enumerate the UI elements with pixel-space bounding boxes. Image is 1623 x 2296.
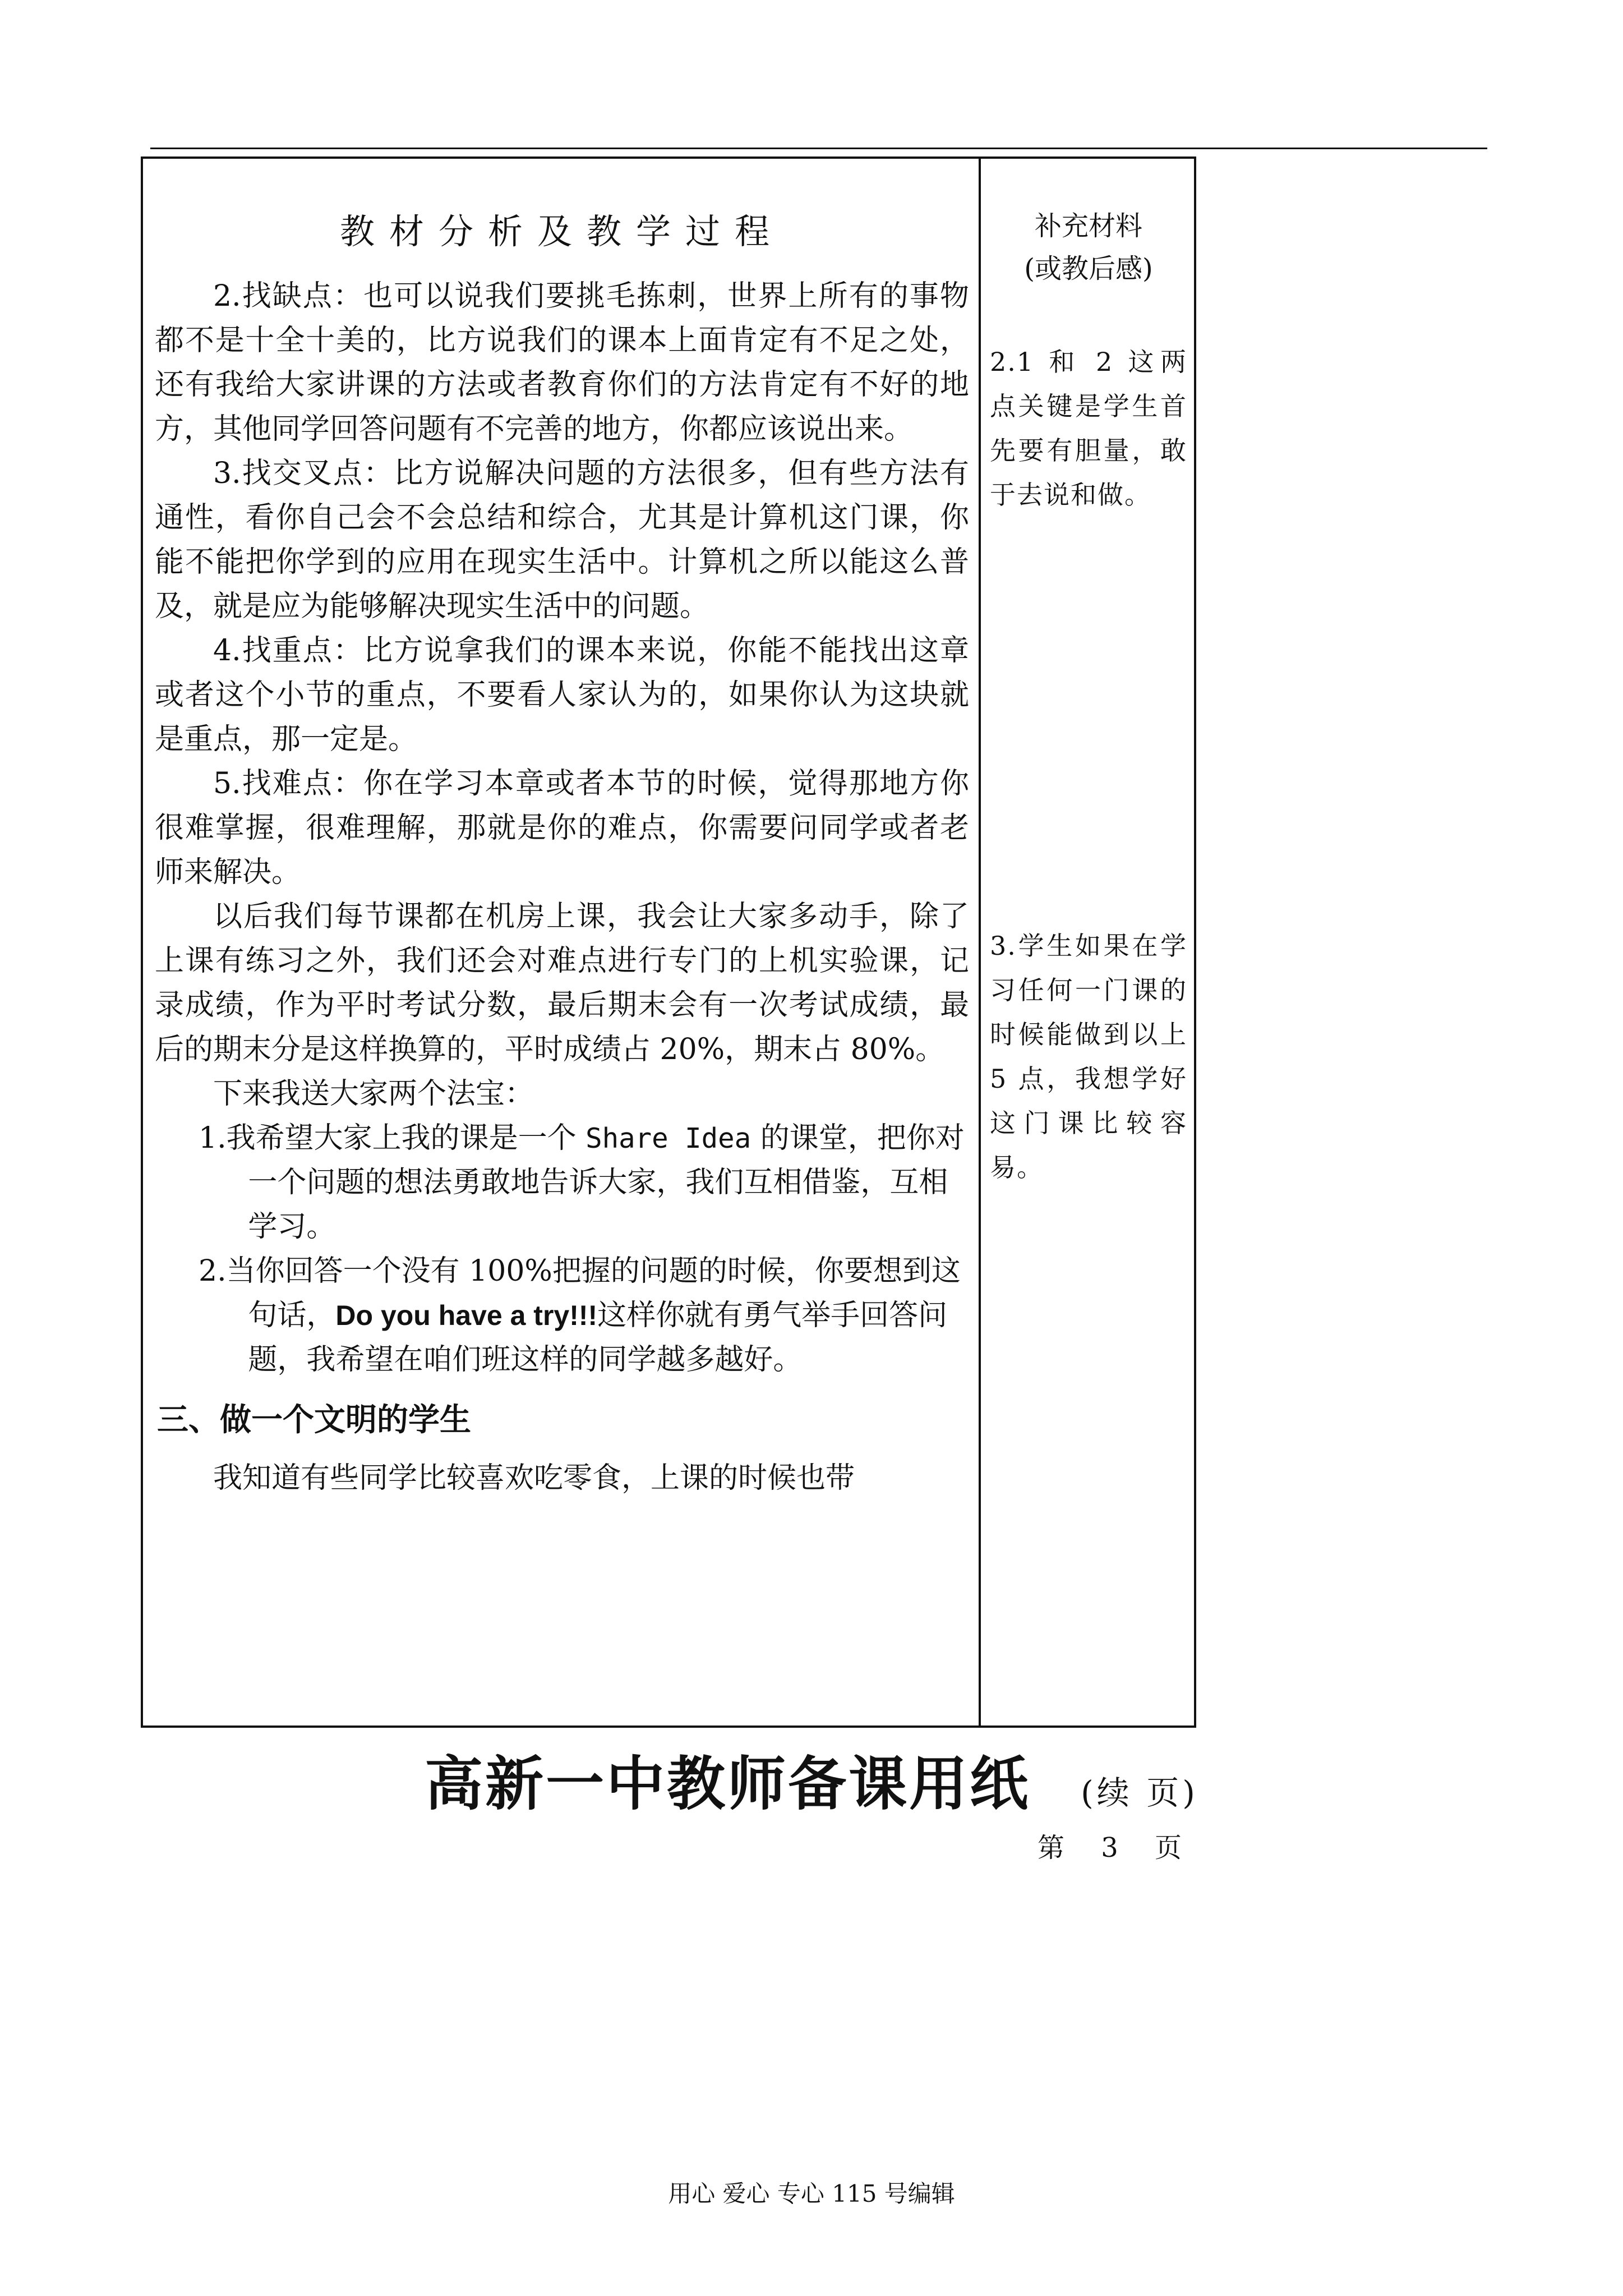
treasure-item-2-phrase: Do you have a try!!! bbox=[335, 1300, 598, 1331]
paragraph-find-difficulties: 5.找难点：你在学习本章或者本节的时候，觉得那地方你很难掌握，很难理解，那就是你的难点，你需要问同学或者老师来解决。 bbox=[155, 767, 969, 889]
paragraph-find-intersections: 3.找交叉点：比方说解决问题的方法很多，但有些方法有通性，看你自己会不会总结和综合，尤其是计算机这门课，你能不能把你学到的应用在现实生活中。计算机之所以能这么普及，就是应为能够解决现实生活中的问题。 bbox=[155, 457, 969, 623]
footer-title-suffix: (续 页) bbox=[1081, 1774, 1198, 1812]
paragraph-snacks: 我知道有些同学比较喜欢吃零食，上课的时候也带 bbox=[213, 1461, 855, 1495]
footer-title-text: 高新一中教师备课用纸 bbox=[425, 1750, 1031, 1818]
paragraph-two-treasures-intro: 下来我送大家两个法宝： bbox=[213, 1077, 534, 1111]
table-column-divider bbox=[979, 157, 981, 1728]
side-header-line-2: (或教后感) bbox=[1024, 253, 1153, 284]
treasure-item-1-number: 1. bbox=[199, 1121, 227, 1155]
treasure-item-1-text-start: 我希望大家上我的课是一个 bbox=[226, 1121, 586, 1155]
treasure-item-2 bbox=[155, 1249, 969, 1382]
side-header-line-1: 补充材料 bbox=[1034, 210, 1142, 242]
page-footer-title bbox=[0, 1737, 1623, 1821]
section-heading: 三、做一个文明的学生 bbox=[157, 1402, 471, 1438]
bottom-note: 用心 爱心 专心 115 号编辑 bbox=[668, 2180, 955, 2207]
side-note-five-points: 3.学生如果在学习任何一门课的时候能做到以上 5 点，我想学好这门课比较容易。 bbox=[990, 931, 1187, 1182]
paragraph-find-flaws: 2.找缺点：也可以说我们要挑毛拣刺，世界上所有的事物都不是十全十美的，比方说我们的课本上面肯定有不足之处，还有我给大家讲课的方法或者教育你们的方法肯定有不好的地方，其他同学回答问题有不完善的地方，你都应该说出来。 bbox=[155, 279, 969, 446]
treasure-item-2-text-end: 这样你就有勇气举手回答问题，我希望在咱们班这样的同学越多越好。 bbox=[248, 1299, 948, 1377]
header-rule bbox=[150, 148, 1487, 149]
treasure-item-2-number: 2. bbox=[199, 1254, 227, 1288]
treasure-item-1 bbox=[155, 1116, 969, 1249]
side-column-header bbox=[990, 205, 1187, 290]
main-column bbox=[155, 157, 969, 1501]
paragraph-grading: 以后我们每节课都在机房上课，我会让大家多动手，除了上课有练习之外，我们还会对难点进行专门的上机实验课，记录成绩，作为平时考试分数，最后期末会有一次考试成绩，最后的期末分是这样换算的，平时成绩占 20%，期末占 80%。 bbox=[155, 900, 969, 1066]
side-column bbox=[990, 157, 1187, 1182]
paragraph-find-key-points: 4.找重点：比方说拿我们的课本来说，你能不能找出这章或者这个小节的重点，不要看人家认为的，如果你认为这块就是重点，那一定是。 bbox=[155, 634, 969, 756]
main-column-header: 教材分析及教学过程 bbox=[339, 211, 784, 252]
treasure-item-1-phrase: Share Idea bbox=[585, 1122, 751, 1154]
side-note-courage: 2.1 和 2 这两点关键是学生首先要有胆量，敢于去说和做。 bbox=[990, 347, 1187, 510]
treasure-item-2-text-start: 当你回答一个没有 100%把握的问题的时候，你要想到这句话， bbox=[226, 1254, 961, 1332]
treasure-item-1-text-end: 的课堂，把你对一个问题的想法勇敢地告诉大家，我们互相借鉴，互相学习。 bbox=[248, 1121, 965, 1244]
page-number: 第 3 页 bbox=[1038, 1832, 1182, 1864]
